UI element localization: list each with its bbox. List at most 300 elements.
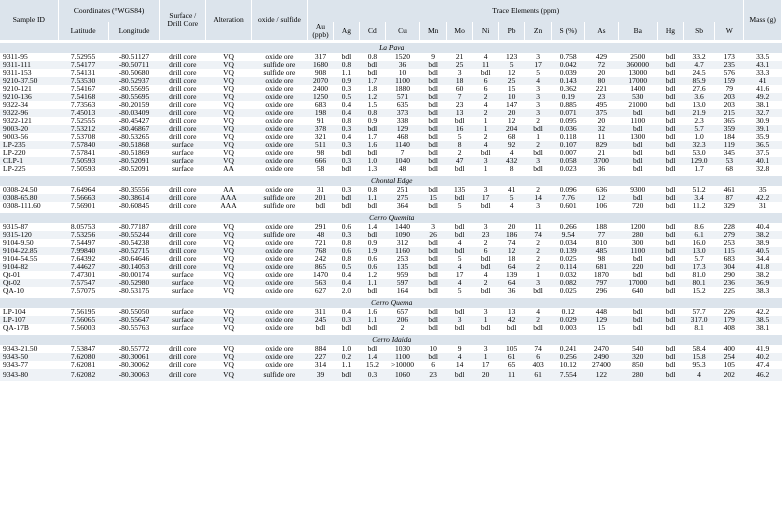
table-cell: drill core <box>160 263 206 271</box>
table-cell: 0.023 <box>559 165 577 173</box>
table-cell: VQ <box>206 369 252 381</box>
table-cell: 3 <box>483 186 488 194</box>
table-cell: drill core <box>169 53 197 61</box>
table-cell: Qt-01 <box>3 271 21 279</box>
table-cell: bdl <box>454 324 465 332</box>
table-cell: 0.2 <box>333 353 359 361</box>
table-cell: bdl <box>428 165 438 173</box>
table-cell: 0.107 <box>552 141 585 149</box>
table-cell: 338 <box>396 117 409 125</box>
table-cell: 681 <box>585 263 618 271</box>
table-cell: VQ <box>223 101 234 109</box>
table-cell: 2500 <box>630 53 646 61</box>
table-cell: 0.8 <box>359 109 385 117</box>
table-cell: bdl <box>665 85 676 93</box>
table-cell: 215 <box>715 109 744 117</box>
table-cell: bdl <box>420 157 447 165</box>
table-cell: 0.3 <box>359 369 385 381</box>
table-cell: 40.5 <box>744 247 782 255</box>
table-cell: 61 <box>525 369 552 381</box>
table-cell: bdl <box>315 202 326 210</box>
table-cell: 768 <box>307 247 333 255</box>
table-cell: 11 <box>473 61 499 69</box>
table-cell: bdl <box>665 255 676 263</box>
table-cell: 280 <box>618 369 657 381</box>
table-cell: oxide ore <box>265 149 294 157</box>
table-row <box>0 186 782 194</box>
table-cell: 122 <box>585 369 618 381</box>
table-cell: oxide ore <box>265 53 294 61</box>
table-cell: 0.8 <box>367 53 378 61</box>
table-cell: -80.46867 <box>108 125 160 133</box>
table-cell: 3 <box>525 93 552 101</box>
table-cell: 400 <box>723 345 735 353</box>
table-cell: 0.885 <box>559 101 577 109</box>
table-cell: 64 <box>499 263 525 271</box>
table-cell: 4 <box>536 308 540 316</box>
table-cell: 227 <box>307 353 333 361</box>
table-cell: 311 <box>314 308 326 316</box>
table-cell: 0.601 <box>559 202 577 210</box>
table-cell: surface <box>160 141 206 149</box>
table-cell: bdl <box>420 263 447 271</box>
table-cell: drill core <box>169 239 197 247</box>
table-cell: 959 <box>396 271 409 279</box>
table-cell: drill core <box>160 77 206 85</box>
col-element: Mo <box>447 22 473 40</box>
table-cell: 7.53847 <box>70 345 96 353</box>
table-cell: bdl <box>454 165 465 173</box>
table-cell: surface <box>171 287 194 295</box>
table-cell: 16 <box>447 125 473 133</box>
table-cell: 2 <box>457 149 462 157</box>
table-cell: 23 <box>420 369 447 381</box>
table-cell: 1520 <box>395 53 411 61</box>
table-cell: 1 <box>536 133 540 141</box>
table-cell: 42.2 <box>756 308 770 316</box>
table-cell: -80.30061 <box>108 353 160 361</box>
table-cell: 253 <box>396 255 409 263</box>
table-cell: 13.0 <box>692 101 706 109</box>
table-cell: 17000 <box>618 77 657 85</box>
table-row <box>0 247 782 255</box>
table-cell: 7.73563 <box>70 101 96 109</box>
table-cell: 58.4 <box>692 345 706 353</box>
table-cell: bdl <box>632 324 643 332</box>
table-cell: 57.7 <box>692 308 706 316</box>
table-cell: 5 <box>457 255 462 263</box>
table-cell: 373 <box>385 109 419 117</box>
table-cell: 3.6 <box>683 93 714 101</box>
table-cell: 220 <box>618 263 657 271</box>
table-cell: 0.3 <box>333 125 359 133</box>
table-cell: VQ <box>223 271 234 279</box>
table-cell: -80.51127 <box>118 53 150 61</box>
table-cell: bdl <box>428 186 438 194</box>
table-cell: 1 <box>536 271 540 279</box>
table-cell: oxide ore <box>251 77 307 85</box>
table-cell: 7.99840 <box>58 247 108 255</box>
table-cell: 15 <box>507 85 516 93</box>
table-cell: 0.034 <box>559 239 577 247</box>
table-cell: 72 <box>585 61 618 69</box>
table-cell: 9210-136 <box>0 93 58 101</box>
table-cell: drill core <box>160 369 206 381</box>
table-cell: 7.54168 <box>58 93 108 101</box>
table-cell: 1060 <box>385 369 419 381</box>
table-cell: 47 <box>447 157 473 165</box>
table-cell: VQ <box>223 324 234 332</box>
table-cell: 0.5 <box>333 93 359 101</box>
table-cell: 7.54497 <box>70 239 96 247</box>
table-row <box>0 239 782 247</box>
table-cell: 0.096 <box>559 186 577 194</box>
table-cell: bdl <box>618 194 657 202</box>
table-cell: AA <box>223 186 234 194</box>
table-cell: 12 <box>507 69 516 77</box>
table-cell: LP-107 <box>0 316 58 324</box>
table-cell: 9.54 <box>552 231 585 239</box>
table-cell: LP-220 <box>3 149 26 157</box>
table-cell: 1.1 <box>359 279 385 287</box>
table-cell: 0.058 <box>552 157 585 165</box>
table-cell: 106 <box>595 202 608 210</box>
table-cell: drill core <box>160 353 206 361</box>
section-title: Chontal Edge <box>0 176 782 186</box>
table-cell: 9003-20 <box>0 125 58 133</box>
table-cell: bdl <box>420 61 447 69</box>
table-row <box>0 133 782 141</box>
table-cell: surface <box>160 157 206 165</box>
table-cell: bdl <box>665 308 676 316</box>
table-cell: bdl <box>665 69 676 77</box>
table-body <box>0 40 782 381</box>
table-cell: 87 <box>715 194 744 202</box>
table-cell: 18 <box>507 255 516 263</box>
table-cell: 147 <box>505 101 518 109</box>
table-row <box>0 53 782 61</box>
table-cell: bdl <box>525 125 552 133</box>
table-cell: bdl <box>618 141 657 149</box>
table-cell: 635 <box>396 101 409 109</box>
table-cell: 1100 <box>630 117 646 125</box>
table-cell: -80.55695 <box>118 85 150 93</box>
table-cell: 105 <box>723 361 735 369</box>
table-row <box>0 77 782 85</box>
table-cell: 432 <box>499 157 525 165</box>
table-cell: 0.758 <box>559 53 577 61</box>
table-cell: 7.57840 <box>58 141 108 149</box>
table-cell: -80.55647 <box>108 316 160 324</box>
table-row <box>0 353 782 361</box>
table-row <box>0 157 782 165</box>
table-cell: 1.4 <box>367 223 378 231</box>
table-cell: 0.6 <box>367 255 378 263</box>
table-cell: 41 <box>744 77 782 85</box>
table-cell: 1 <box>473 125 499 133</box>
col-element: Au (ppb) <box>307 22 333 40</box>
table-cell: 31 <box>316 186 325 194</box>
table-cell: bdl <box>428 287 438 295</box>
table-cell: 236 <box>715 279 744 287</box>
table-cell: 495 <box>595 101 608 109</box>
table-cell: 7 <box>447 93 473 101</box>
table-cell: 17 <box>481 361 490 369</box>
table-cell: 0.241 <box>559 345 577 353</box>
table-cell: 0.5 <box>333 263 359 271</box>
table-cell: surface <box>171 149 194 157</box>
table-cell: 13.0 <box>683 247 714 255</box>
table-cell: 1 <box>483 165 488 173</box>
table-cell: 9104-9.50 <box>3 239 34 247</box>
table-cell: bdl <box>480 287 491 295</box>
table-cell: bdl <box>618 157 657 165</box>
table-cell: bdl <box>665 361 676 369</box>
table-cell: oxide ore <box>251 247 307 255</box>
table-cell: 1.1 <box>341 69 352 77</box>
table-cell: bdl <box>618 316 657 324</box>
table-cell: bdl <box>665 202 676 210</box>
table-cell: bdl <box>632 149 643 157</box>
table-cell: 321 <box>314 133 327 141</box>
col-element: Hg <box>658 22 684 40</box>
table-cell: 329 <box>723 202 735 210</box>
table-cell: 7.56901 <box>70 202 96 210</box>
table-cell: oxide ore <box>265 255 294 263</box>
table-cell: 359 <box>715 125 744 133</box>
table-cell: drill core <box>169 223 197 231</box>
table-cell: 254 <box>715 353 744 361</box>
table-cell: bdl <box>658 263 684 271</box>
table-cell: 375 <box>585 109 618 117</box>
table-cell: surface <box>171 271 194 279</box>
table-cell: 6 <box>483 85 488 93</box>
table-cell: -80.52980 <box>108 279 160 287</box>
table-cell: 3 <box>483 345 488 353</box>
table-cell: 429 <box>595 53 608 61</box>
table-cell: 0.082 <box>552 279 585 287</box>
table-cell: sulfide ore <box>251 194 307 202</box>
table-cell: 7.76 <box>552 194 585 202</box>
table-cell: 204 <box>499 125 525 133</box>
table-cell: -80.20159 <box>118 101 150 109</box>
table-cell: 198 <box>307 109 333 117</box>
table-cell: 7.56663 <box>58 194 108 202</box>
col-element: Zn <box>525 22 552 40</box>
table-cell: 4 <box>509 202 514 210</box>
table-cell: 1400 <box>630 85 646 93</box>
table-cell: 0.362 <box>559 85 577 93</box>
table-cell: 0.4 <box>333 279 359 287</box>
table-cell: 320 <box>618 353 657 361</box>
table-cell: bdl <box>341 149 352 157</box>
table-cell: -80.50711 <box>108 61 160 69</box>
table-cell: 865 <box>307 263 333 271</box>
table-cell: 129 <box>585 316 618 324</box>
table-cell: bdl <box>658 369 684 381</box>
table-cell: AA <box>223 165 234 173</box>
table-cell: 5 <box>536 69 540 77</box>
table-cell: 530 <box>618 93 657 101</box>
table-row <box>0 85 782 93</box>
table-cell: 9343-80 <box>0 369 58 381</box>
table-cell: 32.3 <box>683 141 714 149</box>
table-cell: 9343-50 <box>0 353 58 361</box>
table-cell: 884 <box>314 345 327 353</box>
table-cell: -80.30062 <box>118 361 150 369</box>
table-cell: bdl <box>473 263 499 271</box>
table-cell: 0.3 <box>333 231 359 239</box>
table-cell: 253 <box>723 239 735 247</box>
table-cell: 403 <box>532 361 544 369</box>
table-row <box>0 69 782 77</box>
table-cell: 0.025 <box>559 255 577 263</box>
table-cell: 1880 <box>395 85 411 93</box>
table-cell: 0.029 <box>552 316 585 324</box>
table-cell: -80.00174 <box>118 271 150 279</box>
table-cell: 9104-54.55 <box>3 255 38 263</box>
table-cell: 1680 <box>307 61 333 69</box>
table-cell: LP-104 <box>3 308 26 316</box>
table-cell: 2 <box>525 263 552 271</box>
table-cell: 0.8 <box>341 117 352 125</box>
table-cell: oxide ore <box>251 93 307 101</box>
table-cell: 25 <box>447 61 473 69</box>
table-cell: drill core <box>169 361 197 369</box>
table-cell: 242 <box>314 255 327 263</box>
table-cell: bdl <box>480 69 491 77</box>
col-longitude: Longitude <box>108 22 160 40</box>
table-cell: drill core <box>160 61 206 69</box>
table-cell: drill core <box>169 69 197 77</box>
table-cell: 36.5 <box>744 141 782 149</box>
table-cell: LP-235 <box>0 141 58 149</box>
table-cell: -80.55763 <box>118 324 150 332</box>
table-cell: 2.3 <box>694 117 704 125</box>
table-cell: 251 <box>396 186 409 194</box>
table-cell: 364 <box>396 202 409 210</box>
table-cell: bdl <box>341 324 352 332</box>
table-cell: 184 <box>723 133 735 141</box>
table-cell: -80.51869 <box>118 149 150 157</box>
table-cell: bdl <box>420 77 447 85</box>
table-cell: -80.52715 <box>108 247 160 255</box>
table-cell: >10000 <box>391 361 414 369</box>
table-cell: bdl <box>665 345 676 353</box>
table-cell: 135 <box>454 186 466 194</box>
table-cell: 9343-77 <box>3 361 28 369</box>
table-cell: 7.56065 <box>58 316 108 324</box>
table-cell: 9322-121 <box>3 117 32 125</box>
table-cell: 186 <box>499 231 525 239</box>
table-cell: 2070 <box>307 77 333 85</box>
table-cell: bdl <box>359 125 385 133</box>
table-cell: 85.9 <box>683 77 714 85</box>
table-cell: drill core <box>169 101 197 109</box>
table-cell: 3.4 <box>683 194 714 202</box>
col-trace-elements: Trace Elements (ppm) <box>307 0 743 22</box>
table-cell: 179 <box>715 316 744 324</box>
table-cell: oxide ore <box>265 345 294 353</box>
table-cell: 290 <box>723 271 735 279</box>
table-cell: 42 <box>499 316 525 324</box>
table-cell: 0.4 <box>341 101 352 109</box>
table-cell: bdl <box>665 101 676 109</box>
table-cell: 77 <box>585 231 618 239</box>
table-cell: 16.0 <box>692 239 706 247</box>
table-cell: bdl <box>480 149 491 157</box>
table-cell: 908 <box>314 69 327 77</box>
table-cell: 15.2 <box>365 361 379 369</box>
table-cell: surface <box>171 308 194 316</box>
table-cell: 139 <box>505 271 518 279</box>
table-cell: 33.5 <box>756 53 770 61</box>
table-cell: 0.4 <box>341 133 352 141</box>
table-cell: 3 <box>536 53 540 61</box>
table-cell: VQ <box>206 77 252 85</box>
col-element: Sb <box>683 22 714 40</box>
table-cell: 9300 <box>630 186 646 194</box>
table-cell: 65 <box>507 361 516 369</box>
table-cell: 485 <box>585 247 618 255</box>
table-cell: 36.9 <box>744 279 782 287</box>
table-cell: 3 <box>525 279 552 287</box>
table-cell: 40.4 <box>756 223 770 231</box>
table-cell: AAA <box>220 202 237 210</box>
table-cell: 9315-87 <box>3 223 28 231</box>
col-mass: Mass (g) <box>744 0 782 40</box>
table-cell: 9311-153 <box>3 69 32 77</box>
table-cell: CLP-1 <box>0 157 58 165</box>
table-cell: bdl <box>420 141 447 149</box>
table-cell: 3 <box>473 157 499 165</box>
table-cell: 0.003 <box>559 324 577 332</box>
table-cell: 0.095 <box>559 117 577 125</box>
table-cell: 408 <box>723 324 735 332</box>
table-cell: bdl <box>428 69 438 77</box>
table-cell: 35 <box>758 186 767 194</box>
table-cell: 188 <box>595 223 608 231</box>
table-cell: drill core <box>169 186 197 194</box>
table-cell: 1250 <box>307 93 333 101</box>
table-cell: 21.9 <box>683 109 714 117</box>
table-cell: 1.1 <box>341 361 352 369</box>
table-cell: 7.56003 <box>70 324 96 332</box>
table-cell: 206 <box>385 316 419 324</box>
table-cell: 6 <box>431 361 436 369</box>
table-cell: 202 <box>715 369 744 381</box>
table-cell: bdl <box>428 324 438 332</box>
table-cell: 23 <box>455 101 464 109</box>
table-cell: 4.7 <box>683 61 714 69</box>
table-cell: bdl <box>658 279 684 287</box>
table-cell: 7.57841 <box>70 149 96 157</box>
table-cell: bdl <box>533 149 543 157</box>
table-cell: 850 <box>632 361 644 369</box>
table-cell: 1.7 <box>359 77 385 85</box>
table-cell: 7.45013 <box>58 109 108 117</box>
table-cell: 38.9 <box>756 239 770 247</box>
table-cell: 640 <box>632 287 644 295</box>
table-cell: bdl <box>665 223 676 231</box>
table-row <box>0 345 782 353</box>
table-cell: 105 <box>505 345 518 353</box>
table-cell: 20 <box>597 117 606 125</box>
table-cell: 27400 <box>592 361 611 369</box>
table-cell: 511 <box>307 141 333 149</box>
table-cell: 597 <box>385 279 419 287</box>
section-title: Cerro Idaida <box>0 335 782 345</box>
